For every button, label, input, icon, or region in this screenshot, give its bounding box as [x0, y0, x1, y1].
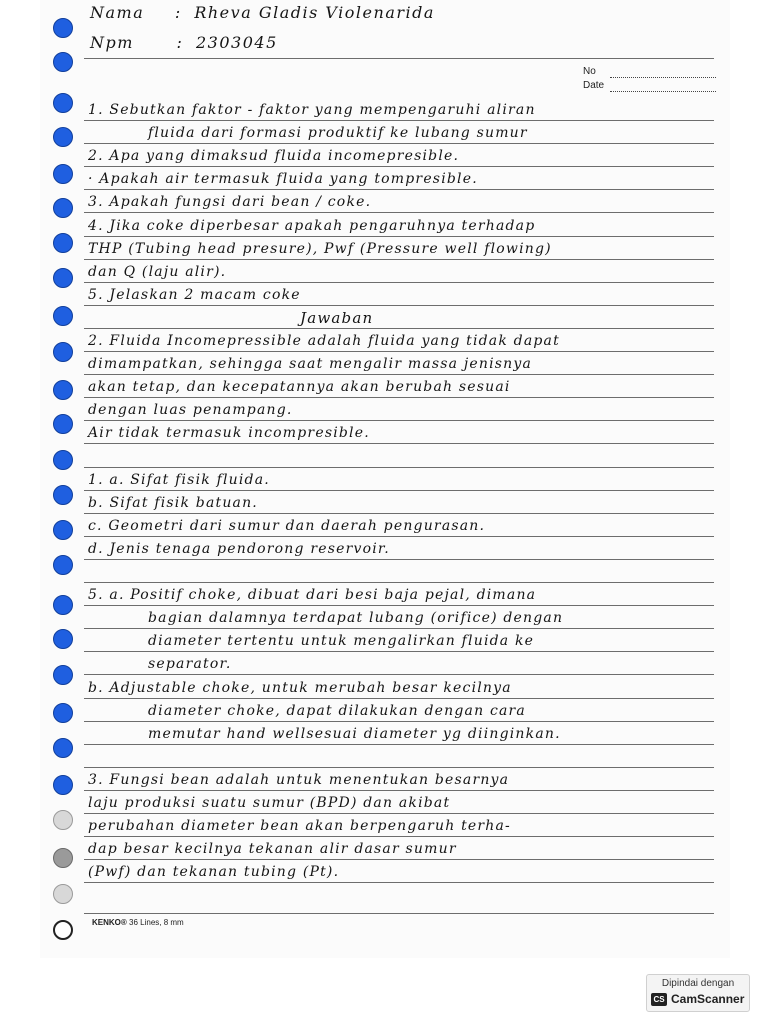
text-line: bagian dalamnya terdapat lubang (orifice) dengan — [148, 610, 564, 626]
binder-ring — [53, 485, 73, 505]
text-line: (Pwf) dan tekanan tubing (Pt). — [88, 864, 340, 880]
no-line — [610, 77, 716, 78]
camscanner-logo-icon: CS — [651, 993, 667, 1006]
npm-row: Npm : 2303045 — [90, 33, 278, 52]
ruled-line — [84, 767, 714, 768]
text-line: dan Q (laju alir). — [88, 264, 227, 280]
text-line: c. Geometri dari sumur dan daerah pengurasan. — [88, 518, 486, 534]
text-line: 1. a. Sifat fisik fluida. — [88, 472, 270, 488]
npm-value: 2303045 — [196, 33, 278, 52]
text-line: THP (Tubing head presure), Pwf (Pressure well flowing) — [88, 241, 552, 257]
binder-ring — [53, 268, 73, 288]
name-row: Nama : Rheva Gladis Violenarida — [90, 3, 435, 22]
binder-ring — [53, 848, 73, 868]
binder-ring — [53, 665, 73, 685]
text-line: separator. — [148, 656, 232, 672]
binder-ring — [53, 233, 73, 253]
binder-ring — [53, 414, 73, 434]
binder-ring — [53, 810, 73, 830]
binder-ring — [53, 127, 73, 147]
scan-app-name: CamScanner — [671, 992, 745, 1006]
binder-ring — [53, 306, 73, 326]
binder-ring — [53, 555, 73, 575]
binder-ring — [53, 450, 73, 470]
name-label: Nama — [90, 3, 145, 22]
binder-ring — [53, 342, 73, 362]
ruled-line — [84, 582, 714, 583]
text-line: akan tetap, dan kecepatannya akan berubah sesuai — [88, 379, 511, 395]
text-line: perubahan diameter bean akan berpengaruh terha- — [88, 818, 511, 834]
text-line: Air tidak termasuk incompresible. — [88, 425, 370, 441]
scan-caption: Dipindai dengan — [661, 978, 735, 989]
date-line — [610, 91, 716, 92]
text-line: dimampatkan, sehingga saat mengalir massa jenisnya — [88, 356, 533, 372]
text-line: 5. a. Positif choke, dibuat dari besi baja pejal, dimana — [88, 587, 537, 603]
text-line: diameter choke, dapat dilakukan dengan cara — [148, 703, 526, 719]
text-line: d. Jenis tenaga pendorong reservoir. — [88, 541, 390, 557]
text-line: 3. Apakah fungsi dari bean / coke. — [88, 194, 372, 210]
text-line: 4. Jika coke diperbesar apakah pengaruhnya terhadap — [88, 218, 536, 234]
binder-ring — [53, 703, 73, 723]
footer-rule — [84, 913, 714, 914]
binder-ring — [53, 738, 73, 758]
text-line: 1. Sebutkan faktor - faktor yang mempengaruhi aliran — [88, 102, 536, 118]
text-line: 2. Fluida Incomepressible adalah fluida yang tidak dapat — [88, 333, 560, 349]
brand-detail: 36 Lines, 8 mm — [129, 918, 184, 927]
binder-ring — [53, 775, 73, 795]
text-line: 2. Apa yang dimaksud fluida incomepresible. — [88, 148, 460, 164]
no-label: No — [583, 66, 596, 77]
text-line: diameter tertentu untuk mengalirkan fluida ke — [148, 633, 535, 649]
binder-ring — [53, 520, 73, 540]
text-line: Jawaban — [300, 309, 374, 327]
text-line: memutar hand wellsesuai diameter yg diinginkan. — [148, 726, 561, 742]
text-line: fluida dari formasi produktif ke lubang sumur — [148, 125, 528, 141]
header-rule — [84, 58, 714, 59]
text-line: · Apakah air termasuk fluida yang tompresible. — [88, 171, 478, 187]
text-line: 3. Fungsi bean adalah untuk menentukan besarnya — [88, 772, 510, 788]
binder-ring — [53, 884, 73, 904]
ruled-line — [84, 328, 714, 329]
binder-ring — [53, 18, 73, 38]
binder-ring — [53, 629, 73, 649]
notebook-brand — [92, 918, 184, 927]
binder-ring — [53, 52, 73, 72]
text-line: dap besar kecilnya tekanan alir dasar sumur — [88, 841, 457, 857]
brand-name: KENKO® — [92, 918, 127, 927]
binder-ring — [53, 198, 73, 218]
binder-ring — [53, 380, 73, 400]
text-line: b. Adjustable choke, untuk merubah besar kecilnya — [88, 680, 512, 696]
camscanner-watermark — [646, 974, 750, 1012]
text-line: dengan luas penampang. — [88, 402, 293, 418]
binder-ring — [53, 920, 73, 940]
ruled-line — [84, 467, 714, 468]
name-value: Rheva Gladis Violenarida — [194, 3, 435, 22]
text-line: laju produksi suatu sumur (BPD) dan akibat — [88, 795, 451, 811]
text-line: b. Sifat fisik batuan. — [88, 495, 258, 511]
binder-ring — [53, 93, 73, 113]
text-line: 5. Jelaskan 2 macam coke — [88, 287, 301, 303]
binder-ring — [53, 164, 73, 184]
npm-label: Npm — [90, 33, 134, 52]
date-label: Date — [583, 80, 605, 91]
binder-ring — [53, 595, 73, 615]
